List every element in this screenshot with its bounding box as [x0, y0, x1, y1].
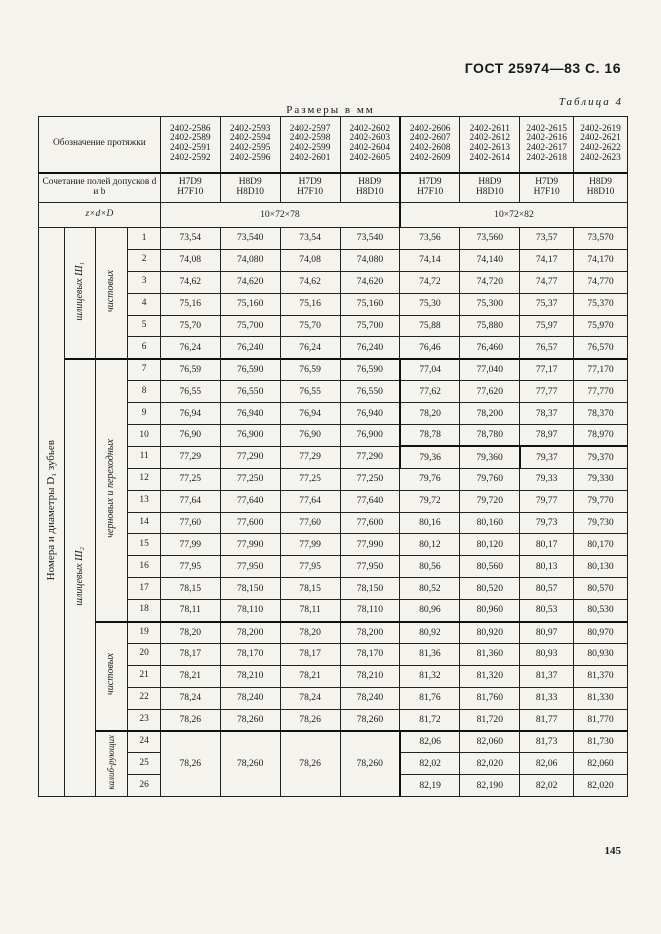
value-cell: 78,150: [340, 578, 400, 600]
table-row: [39, 731, 628, 753]
value-cell: 77,25: [280, 468, 340, 490]
value-cell: 79,370: [574, 446, 628, 468]
value-cell: 78,20: [280, 622, 340, 644]
value-cell: 82,02: [400, 753, 460, 775]
value-cell: 81,370: [574, 665, 628, 687]
value-cell: 80,570: [574, 578, 628, 600]
sub-clean2-text: чистовых: [105, 653, 117, 696]
value-cell: 80,16: [400, 512, 460, 534]
sub-clean1-label: [95, 228, 127, 359]
sub-rough-label: [95, 359, 127, 622]
value-cell: 79,330: [574, 468, 628, 490]
value-cell: 75,160: [220, 293, 280, 315]
tooth-number: 25: [128, 753, 161, 775]
value-cell: 78,11: [160, 600, 220, 622]
value-cell: 74,08: [160, 249, 220, 271]
value-cell: 74,77: [520, 271, 574, 293]
value-cell: 75,370: [574, 293, 628, 315]
value-cell: 76,240: [340, 337, 400, 359]
tooth-number: 19: [128, 622, 161, 644]
value-cell: 73,54: [280, 228, 340, 250]
value-cell: 73,540: [220, 228, 280, 250]
value-cell: 81,760: [460, 687, 520, 709]
value-cell: 74,14: [400, 249, 460, 271]
value-cell: 78,26: [160, 709, 220, 731]
value-cell: 78,24: [280, 687, 340, 709]
value-cell: 79,360: [460, 446, 520, 468]
value-cell: 78,20: [160, 622, 220, 644]
value-cell: 79,770: [574, 490, 628, 512]
group-outer-label: [39, 228, 65, 797]
value-cell: 76,590: [340, 359, 400, 381]
tooth-number: 7: [128, 359, 161, 381]
value-cell: 81,330: [574, 687, 628, 709]
value-cell: 79,76: [400, 468, 460, 490]
value-cell: 78,21: [160, 665, 220, 687]
value-cell: 76,90: [160, 425, 220, 447]
value-cell: 76,94: [280, 403, 340, 425]
tooth-number: 17: [128, 578, 161, 600]
sub-clean1-text: чистовых: [105, 269, 117, 312]
value-cell: 75,700: [220, 315, 280, 337]
value-cell: 81,32: [400, 665, 460, 687]
value-cell: 80,17: [520, 534, 574, 556]
table-row: [39, 490, 628, 512]
table-row: [39, 687, 628, 709]
value-cell: 77,640: [220, 490, 280, 512]
value-cell: 78,780: [460, 425, 520, 447]
designation-cell: 2402-2593 2402-2594 2402-2595 2402-2596: [220, 117, 280, 173]
tooth-number: 16: [128, 556, 161, 578]
value-cell: 77,95: [280, 556, 340, 578]
tooth-number: 12: [128, 468, 161, 490]
table-row: [39, 425, 628, 447]
document-header: ГОСТ 25974—83 С. 16: [464, 60, 621, 76]
value-cell: 81,770: [574, 709, 628, 731]
table-row: [39, 403, 628, 425]
value-cell: 78,15: [160, 578, 220, 600]
table-row: [39, 228, 628, 250]
table-row: [39, 468, 628, 490]
table-row: [39, 512, 628, 534]
value-cell: 76,900: [220, 425, 280, 447]
value-cell: 74,170: [574, 249, 628, 271]
value-cell: 81,720: [460, 709, 520, 731]
value-cell: 74,17: [520, 249, 574, 271]
value-cell: 80,92: [400, 622, 460, 644]
value-cell: 75,97: [520, 315, 574, 337]
value-cell: 77,04: [400, 359, 460, 381]
tooth-number: 24: [128, 731, 161, 753]
tolerance-cell: H8D9 H8D10: [460, 173, 520, 203]
sub-clean2-label: [95, 622, 127, 731]
zdD-right: 10×72×82: [400, 203, 628, 228]
value-cell: 76,59: [160, 359, 220, 381]
table-row: [39, 249, 628, 271]
value-cell: 80,13: [520, 556, 574, 578]
value-cell: 81,76: [400, 687, 460, 709]
value-cell: 78,150: [220, 578, 280, 600]
value-cell: 78,110: [220, 600, 280, 622]
value-cell: 78,20: [400, 403, 460, 425]
designation-cell: 2402-2586 2402-2589 2402-2591 2402-2592: [160, 117, 220, 173]
value-cell: 74,770: [574, 271, 628, 293]
table-row: [39, 271, 628, 293]
tooth-number: 2: [128, 249, 161, 271]
table-row: [39, 315, 628, 337]
value-cell: 75,700: [340, 315, 400, 337]
value-cell: 77,290: [220, 446, 280, 468]
tolerance-cell: H7D9 H7F10: [160, 173, 220, 203]
value-cell: 80,520: [460, 578, 520, 600]
value-cell: 75,30: [400, 293, 460, 315]
value-cell: 75,300: [460, 293, 520, 315]
value-cell: 79,730: [574, 512, 628, 534]
value-cell: 73,56: [400, 228, 460, 250]
value-cell: 76,24: [160, 337, 220, 359]
value-cell: 73,570: [574, 228, 628, 250]
value-cell: 74,72: [400, 271, 460, 293]
value-cell: 82,06: [400, 731, 460, 753]
designation-cell: 2402-2611 2402-2612 2402-2613 2402-2614: [460, 117, 520, 173]
value-cell: 79,37: [520, 446, 574, 468]
value-cell: 81,37: [520, 665, 574, 687]
value-cell: 74,140: [460, 249, 520, 271]
value-cell: 75,880: [460, 315, 520, 337]
value-cell: 75,70: [160, 315, 220, 337]
tooth-number: 22: [128, 687, 161, 709]
value-cell: 77,250: [340, 468, 400, 490]
value-cell: 76,590: [220, 359, 280, 381]
value-cell: 76,57: [520, 337, 574, 359]
value-cell: 76,55: [160, 381, 220, 403]
group-outer-text: Номера и диаметры D₁ зубьев: [44, 439, 57, 581]
value-cell: 80,56: [400, 556, 460, 578]
calib-merged-value: 78,260: [220, 731, 280, 797]
value-cell: 81,36: [400, 643, 460, 665]
value-cell: 77,64: [160, 490, 220, 512]
value-cell: 79,36: [400, 446, 460, 468]
value-cell: 80,930: [574, 643, 628, 665]
value-cell: 80,93: [520, 643, 574, 665]
value-cell: 77,040: [460, 359, 520, 381]
table-row: [39, 381, 628, 403]
value-cell: 76,940: [340, 403, 400, 425]
table-row: [39, 578, 628, 600]
value-cell: 78,210: [340, 665, 400, 687]
calib-merged-value: 78,26: [280, 731, 340, 797]
value-cell: 77,60: [280, 512, 340, 534]
tolerance-cell: H8D9 H8D10: [220, 173, 280, 203]
page-number: 145: [604, 845, 621, 857]
value-cell: 77,17: [520, 359, 574, 381]
value-cell: 78,17: [160, 643, 220, 665]
value-cell: 82,19: [400, 775, 460, 797]
value-cell: 75,70: [280, 315, 340, 337]
value-cell: 77,290: [340, 446, 400, 468]
sub-calib-text: калиб-рующих: [105, 734, 116, 790]
tooth-number: 11: [128, 446, 161, 468]
value-cell: 80,970: [574, 622, 628, 644]
value-cell: 77,99: [160, 534, 220, 556]
value-cell: 75,970: [574, 315, 628, 337]
value-cell: 80,57: [520, 578, 574, 600]
value-cell: 77,950: [340, 556, 400, 578]
value-cell: 78,170: [340, 643, 400, 665]
value-cell: 78,210: [220, 665, 280, 687]
value-cell: 80,920: [460, 622, 520, 644]
value-cell: 77,620: [460, 381, 520, 403]
value-cell: 73,54: [160, 228, 220, 250]
tooth-number: 14: [128, 512, 161, 534]
value-cell: 81,360: [460, 643, 520, 665]
tooth-number: 10: [128, 425, 161, 447]
value-cell: 77,640: [340, 490, 400, 512]
tolerance-cell: H7D9 H7F10: [400, 173, 460, 203]
value-cell: 74,620: [340, 271, 400, 293]
table-row: [39, 556, 628, 578]
value-cell: 76,24: [280, 337, 340, 359]
value-cell: 80,560: [460, 556, 520, 578]
sub-calib-label: [95, 731, 127, 797]
value-cell: 79,73: [520, 512, 574, 534]
designation-cell: 2402-2597 2402-2598 2402-2599 2402-2601: [280, 117, 340, 173]
value-cell: 80,53: [520, 600, 574, 622]
value-cell: 78,970: [574, 425, 628, 447]
tooth-number: 15: [128, 534, 161, 556]
col-label-tolerance: Сочетание полей допусков d и b: [39, 173, 161, 203]
value-cell: 77,29: [280, 446, 340, 468]
value-cell: 76,90: [280, 425, 340, 447]
tolerance-cell: H7D9 H7F10: [280, 173, 340, 203]
value-cell: 77,600: [340, 512, 400, 534]
value-cell: 79,77: [520, 490, 574, 512]
value-cell: 82,02: [520, 775, 574, 797]
zdD-left: 10×72×78: [160, 203, 400, 228]
value-cell: 80,130: [574, 556, 628, 578]
value-cell: 78,240: [220, 687, 280, 709]
value-cell: 74,080: [220, 249, 280, 271]
value-cell: 78,17: [280, 643, 340, 665]
value-cell: 80,120: [460, 534, 520, 556]
tooth-number: 13: [128, 490, 161, 512]
value-cell: 79,72: [400, 490, 460, 512]
table-row: [39, 446, 628, 468]
value-cell: 82,020: [460, 753, 520, 775]
col-label-zdD: z×d×D: [39, 203, 161, 228]
value-cell: 77,950: [220, 556, 280, 578]
value-cell: 77,29: [160, 446, 220, 468]
value-cell: 74,080: [340, 249, 400, 271]
value-cell: 81,730: [574, 731, 628, 753]
value-cell: 78,240: [340, 687, 400, 709]
designation-cell: 2402-2619 2402-2621 2402-2622 2402-2623: [574, 117, 628, 173]
designation-cell: 2402-2602 2402-2603 2402-2604 2402-2605: [340, 117, 400, 173]
value-cell: 73,57: [520, 228, 574, 250]
value-cell: 77,62: [400, 381, 460, 403]
tooth-number: 6: [128, 337, 161, 359]
table-row: [39, 337, 628, 359]
value-cell: 73,540: [340, 228, 400, 250]
value-cell: 81,77: [520, 709, 574, 731]
tooth-number: 3: [128, 271, 161, 293]
tooth-number: 18: [128, 600, 161, 622]
table-row: [39, 534, 628, 556]
table-row: [39, 643, 628, 665]
value-cell: 74,08: [280, 249, 340, 271]
calib-merged-value: 78,26: [160, 731, 220, 797]
value-cell: 76,550: [220, 381, 280, 403]
value-cell: 75,16: [160, 293, 220, 315]
value-cell: 75,16: [280, 293, 340, 315]
value-cell: 77,770: [574, 381, 628, 403]
value-cell: 76,460: [460, 337, 520, 359]
value-cell: 77,99: [280, 534, 340, 556]
value-cell: 75,37: [520, 293, 574, 315]
tolerance-cell: H8D9 H8D10: [574, 173, 628, 203]
value-cell: 77,64: [280, 490, 340, 512]
table-row: [39, 622, 628, 644]
value-cell: 78,21: [280, 665, 340, 687]
designation-cell: 2402-2615 2402-2616 2402-2617 2402-2618: [520, 117, 574, 173]
value-cell: 78,260: [220, 709, 280, 731]
value-cell: 76,55: [280, 381, 340, 403]
tooth-number: 5: [128, 315, 161, 337]
value-cell: 77,77: [520, 381, 574, 403]
value-cell: 77,250: [220, 468, 280, 490]
value-cell: 78,78: [400, 425, 460, 447]
value-cell: 78,200: [220, 622, 280, 644]
value-cell: 78,200: [340, 622, 400, 644]
tolerance-cell: H8D9 H8D10: [340, 173, 400, 203]
value-cell: 77,990: [220, 534, 280, 556]
sizes-label: Размеры в мм: [286, 104, 375, 116]
table-label: Таблица 4: [558, 96, 623, 108]
value-cell: 79,720: [460, 490, 520, 512]
value-cell: 78,110: [340, 600, 400, 622]
col-label-designation: Обозначение протяжки: [39, 117, 161, 173]
value-cell: 80,97: [520, 622, 574, 644]
value-cell: 78,200: [460, 403, 520, 425]
value-cell: 80,52: [400, 578, 460, 600]
value-cell: 75,88: [400, 315, 460, 337]
value-cell: 78,11: [280, 600, 340, 622]
value-cell: 82,060: [460, 731, 520, 753]
value-cell: 74,620: [220, 271, 280, 293]
sub-rough-text: черновых и переходных: [105, 438, 117, 538]
group-s2-text: шлицевых Ш₂: [73, 546, 85, 606]
value-cell: 78,26: [280, 709, 340, 731]
tooth-number: 20: [128, 643, 161, 665]
value-cell: 77,95: [160, 556, 220, 578]
value-cell: 82,060: [574, 753, 628, 775]
tooth-number: 21: [128, 665, 161, 687]
value-cell: 77,990: [340, 534, 400, 556]
value-cell: 78,170: [220, 643, 280, 665]
designation-cell: 2402-2606 2402-2607 2402-2608 2402-2609: [400, 117, 460, 173]
value-cell: 75,160: [340, 293, 400, 315]
value-cell: 76,46: [400, 337, 460, 359]
tolerance-cell: H7D9 H7F10: [520, 173, 574, 203]
value-cell: 80,960: [460, 600, 520, 622]
table-row: [39, 293, 628, 315]
value-cell: 77,170: [574, 359, 628, 381]
value-cell: 78,15: [280, 578, 340, 600]
value-cell: 80,170: [574, 534, 628, 556]
group-s1-label: [65, 228, 95, 359]
value-cell: 78,37: [520, 403, 574, 425]
value-cell: 80,160: [460, 512, 520, 534]
value-cell: 76,59: [280, 359, 340, 381]
table-row: [39, 665, 628, 687]
table-row: [39, 600, 628, 622]
value-cell: 82,190: [460, 775, 520, 797]
value-cell: 81,72: [400, 709, 460, 731]
tooth-number: 4: [128, 293, 161, 315]
value-cell: 76,550: [340, 381, 400, 403]
value-cell: 78,260: [340, 709, 400, 731]
value-cell: 82,06: [520, 753, 574, 775]
group-s2-label: [65, 359, 95, 797]
value-cell: 76,940: [220, 403, 280, 425]
value-cell: 77,25: [160, 468, 220, 490]
value-cell: 77,600: [220, 512, 280, 534]
value-cell: 79,33: [520, 468, 574, 490]
value-cell: 79,760: [460, 468, 520, 490]
value-cell: 81,320: [460, 665, 520, 687]
tooth-number: 1: [128, 228, 161, 250]
group-s1-text: шлицевых Ш₁: [73, 261, 85, 321]
value-cell: 76,240: [220, 337, 280, 359]
value-cell: 77,60: [160, 512, 220, 534]
value-cell: 82,020: [574, 775, 628, 797]
table-row: [39, 359, 628, 381]
value-cell: 73,560: [460, 228, 520, 250]
value-cell: 78,24: [160, 687, 220, 709]
value-cell: 80,96: [400, 600, 460, 622]
tooth-number: 23: [128, 709, 161, 731]
value-cell: 74,720: [460, 271, 520, 293]
value-cell: 78,370: [574, 403, 628, 425]
value-cell: 76,900: [340, 425, 400, 447]
value-cell: 78,97: [520, 425, 574, 447]
value-cell: 81,73: [520, 731, 574, 753]
tooth-number: 26: [128, 775, 161, 797]
table-row: [39, 709, 628, 731]
calib-merged-value: 78,260: [340, 731, 400, 797]
value-cell: 81,33: [520, 687, 574, 709]
value-cell: 76,94: [160, 403, 220, 425]
value-cell: 76,570: [574, 337, 628, 359]
value-cell: 80,530: [574, 600, 628, 622]
broach-dimensions-table: [38, 116, 628, 797]
tooth-number: 9: [128, 403, 161, 425]
tooth-number: 8: [128, 381, 161, 403]
value-cell: 80,12: [400, 534, 460, 556]
value-cell: 74,62: [280, 271, 340, 293]
value-cell: 74,62: [160, 271, 220, 293]
